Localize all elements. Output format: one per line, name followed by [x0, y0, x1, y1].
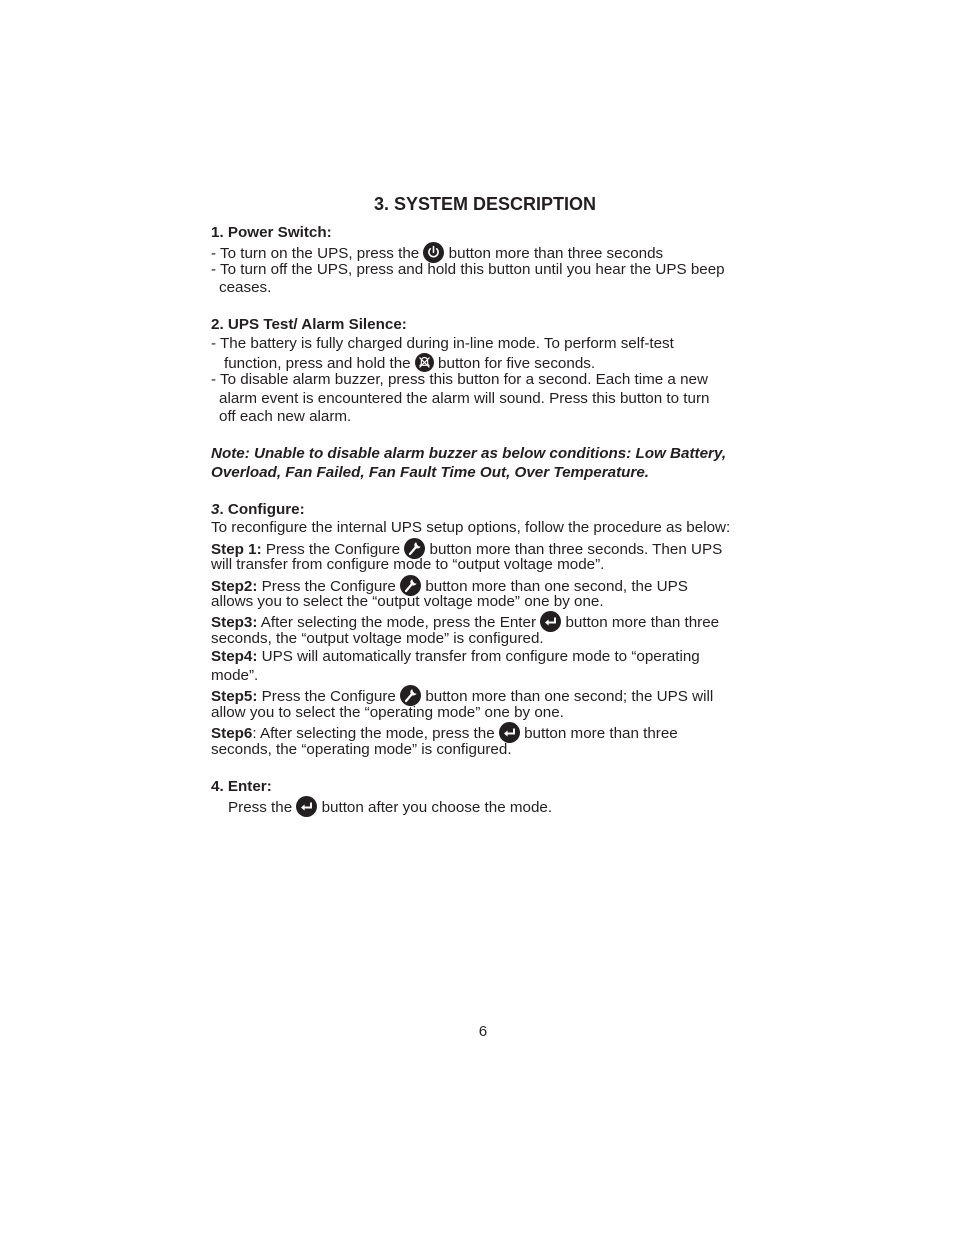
step3-line-2: seconds, the “output voltage mode” is configured. — [211, 630, 544, 647]
ups-test-line-4: alarm event is encountered the alarm will sound. Press this button to turn — [219, 390, 710, 407]
text: button more than one second; the UPS will — [421, 688, 714, 705]
note-line-1: Note: Unable to disable alarm buzzer as below conditions: Low Battery, — [211, 445, 727, 462]
text: UPS will automatically transfer from configure mode to “operating — [257, 648, 700, 665]
text: Press the Configure — [261, 541, 405, 558]
ups-test-line-1: - The battery is fully charged during in-line mode. To perform self-test — [211, 335, 674, 352]
ups-test-line-5: off each new alarm. — [219, 408, 352, 425]
ups-test-heading: 2. UPS Test/ Alarm Silence: — [211, 316, 407, 333]
step2-line-2: allows you to select the “output voltage mode” one by one. — [211, 593, 604, 610]
step5-line-2: allow you to select the “operating mode” one by one. — [211, 704, 564, 721]
step4-line-1 — [211, 648, 700, 666]
power-switch-line-3: ceases. — [219, 279, 272, 296]
text: After selecting the mode, press the Enter — [257, 614, 541, 631]
enter-icon — [296, 796, 317, 817]
text: Press the Configure — [257, 578, 401, 595]
text: : After selecting the mode, press the — [252, 725, 499, 742]
text: button more than three seconds — [444, 245, 664, 262]
configure-heading — [211, 501, 305, 519]
power-switch-line-2: - To turn off the UPS, press and hold this button until you hear the UPS beep — [211, 261, 725, 278]
step6-line-1 — [211, 722, 678, 743]
step-label: Step6 — [211, 725, 253, 742]
configure-heading-number: 3 — [211, 501, 220, 518]
text: - To turn on the UPS, press the — [211, 245, 424, 262]
configure-heading-text: . Configure: — [219, 501, 305, 518]
step-label: Step2: — [211, 578, 258, 595]
step5-line-1 — [211, 685, 713, 706]
enter-icon — [499, 722, 520, 743]
page-title: 3. SYSTEM DESCRIPTION — [373, 194, 597, 214]
step6-line-2: seconds, the “operating mode” is configured. — [211, 741, 512, 758]
text: button more than three — [561, 614, 720, 631]
note-line-2: Overload, Fan Failed, Fan Fault Time Out, Over Temperature. — [211, 464, 650, 481]
ups-test-line-2 — [224, 353, 595, 373]
text: button more than three — [519, 725, 678, 742]
page-number: 6 — [478, 1023, 488, 1040]
wrench-icon — [400, 685, 421, 706]
text: Press the Configure — [257, 688, 401, 705]
enter-heading: 4. Enter: — [211, 778, 272, 795]
power-switch-line-1 — [211, 242, 663, 263]
enter-icon — [540, 611, 561, 632]
text: button for five seconds. — [433, 355, 596, 372]
text: function, press and hold the — [224, 355, 415, 372]
step-label: Step5: — [211, 688, 258, 705]
step1-line-2: will transfer from configure mode to “output voltage mode”. — [211, 556, 605, 573]
text: button more than three seconds. Then UPS — [425, 541, 723, 558]
step-label: Step 1: — [211, 541, 262, 558]
text: button after you choose the mode. — [317, 799, 553, 816]
configure-intro: To reconfigure the internal UPS setup options, follow the procedure as below: — [211, 519, 731, 536]
power-icon — [423, 242, 444, 263]
power-switch-heading: 1. Power Switch: — [211, 224, 332, 241]
step4-line-2: mode”. — [211, 667, 259, 684]
enter-line-1 — [228, 796, 552, 817]
text: button more than one second, the UPS — [421, 578, 688, 595]
step3-line-1 — [211, 611, 719, 632]
alarm-silence-icon — [415, 353, 434, 372]
text: Press the — [228, 799, 297, 816]
step-label: Step4: — [211, 648, 258, 665]
step-label: Step3: — [211, 614, 258, 631]
ups-test-line-3: - To disable alarm buzzer, press this button for a second. Each time a new — [211, 371, 708, 388]
